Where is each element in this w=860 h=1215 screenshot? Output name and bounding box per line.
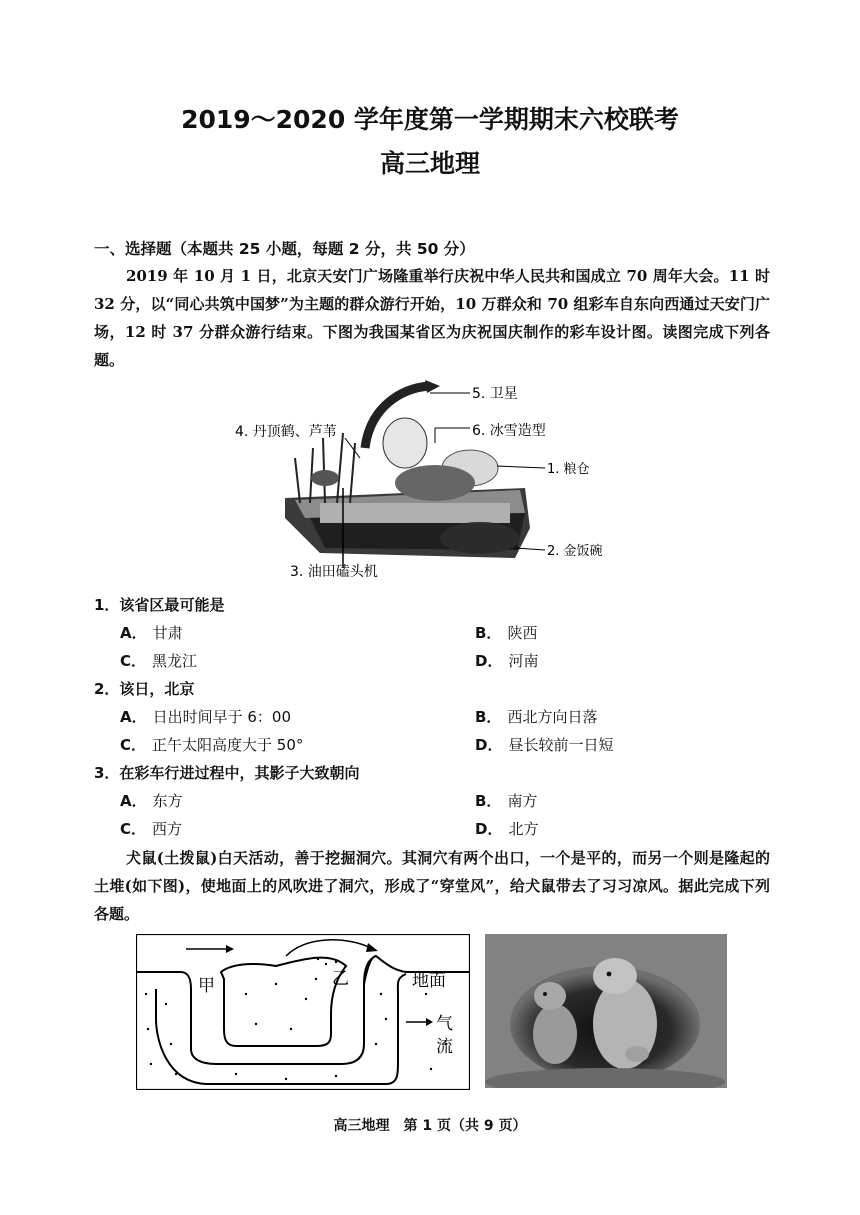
q1-option-a[interactable]: A． 甘肃 bbox=[120, 624, 183, 642]
q1-option-d[interactable]: D． 河南 bbox=[475, 652, 539, 670]
q3-option-a[interactable]: A． 东方 bbox=[120, 792, 183, 810]
label-ice-sculpture: 6. 冰雪造型 bbox=[472, 423, 546, 439]
golden-bowl-shape bbox=[440, 522, 520, 554]
label-airflow-1: 气 bbox=[436, 1014, 453, 1034]
label-airflow-2: 流 bbox=[436, 1037, 453, 1057]
section-heading: 一、选择题（本题共 25 小题，每题 2 分，共 50 分） bbox=[94, 240, 475, 258]
label-crane-reed: 4. 丹顶鹤、芦苇 bbox=[235, 424, 337, 440]
prairie-dog-photo bbox=[485, 934, 727, 1088]
question-3: 3．在彩车行进过程中，其影子大致朝向 bbox=[94, 764, 360, 782]
label-golden-bowl: 2. 金饭碗 bbox=[547, 544, 603, 559]
question-2: 2．该日，北京 bbox=[94, 680, 195, 698]
q3-option-d[interactable]: D． 北方 bbox=[475, 820, 539, 838]
label-ground: 地面 bbox=[412, 971, 446, 991]
soil-block bbox=[221, 958, 346, 1046]
q1-option-b[interactable]: B． 陕西 bbox=[475, 624, 538, 642]
q1-option-c[interactable]: C． 黑龙江 bbox=[120, 652, 198, 670]
q2-option-b[interactable]: B． 西北方向日落 bbox=[475, 708, 598, 726]
burrow-diagram bbox=[136, 934, 470, 1090]
page-footer: 高三地理 第 1 页（共 9 页） bbox=[333, 1118, 527, 1134]
q3-option-c[interactable]: C． 西方 bbox=[120, 820, 183, 838]
label-granary: 1. 粮仓 bbox=[547, 462, 590, 477]
passage-1: 2019 年 10 月 1 日，北京天安门广场隆重举行庆祝中华人民共和国成立 70 周年大会。11 时 32 分，以“同心共筑中国梦”为主题的群众游行开始，10 万群众和 70 组彩车自东向西通过天安门广场，12 时 37 分群众游行结束。下图为我国某省区为庆祝国庆制作的彩车设计图。读图完成下列各题。 bbox=[94, 267, 770, 369]
question-1: 1．该省区最可能是 bbox=[94, 596, 225, 614]
crane-shape bbox=[311, 470, 339, 486]
page-subtitle: 高三地理 bbox=[379, 149, 480, 178]
ice-sculpture-shape bbox=[383, 418, 427, 468]
q2-option-c[interactable]: C． 正午太阳高度大于 50° bbox=[120, 736, 304, 754]
passage-2: 犬鼠(土拨鼠)白天活动，善于挖掘洞穴。其洞穴有两个出口，一个是平的，而另一个则是隆起的土堆(如下图)，使地面上的风吹进了洞穴，形成了“穿堂风”，给犬鼠带去了习习凉风。据此完成下列各题。 bbox=[94, 849, 770, 923]
float-figure bbox=[225, 378, 615, 582]
q2-option-a[interactable]: A． 日出时间早于 6：00 bbox=[120, 708, 292, 726]
page-title: 2019～2020 学年度第一学期期末六校联考 bbox=[181, 105, 679, 134]
label-yi: 乙 bbox=[332, 969, 349, 989]
label-oil-pump: 3. 油田磕头机 bbox=[290, 564, 378, 580]
label-jia: 甲 bbox=[198, 976, 215, 996]
q2-option-d[interactable]: D． 昼长较前一日短 bbox=[475, 736, 614, 754]
label-satellite: 5. 卫星 bbox=[472, 386, 518, 402]
q3-option-b[interactable]: B． 南方 bbox=[475, 792, 538, 810]
reeds-shape bbox=[295, 433, 355, 503]
